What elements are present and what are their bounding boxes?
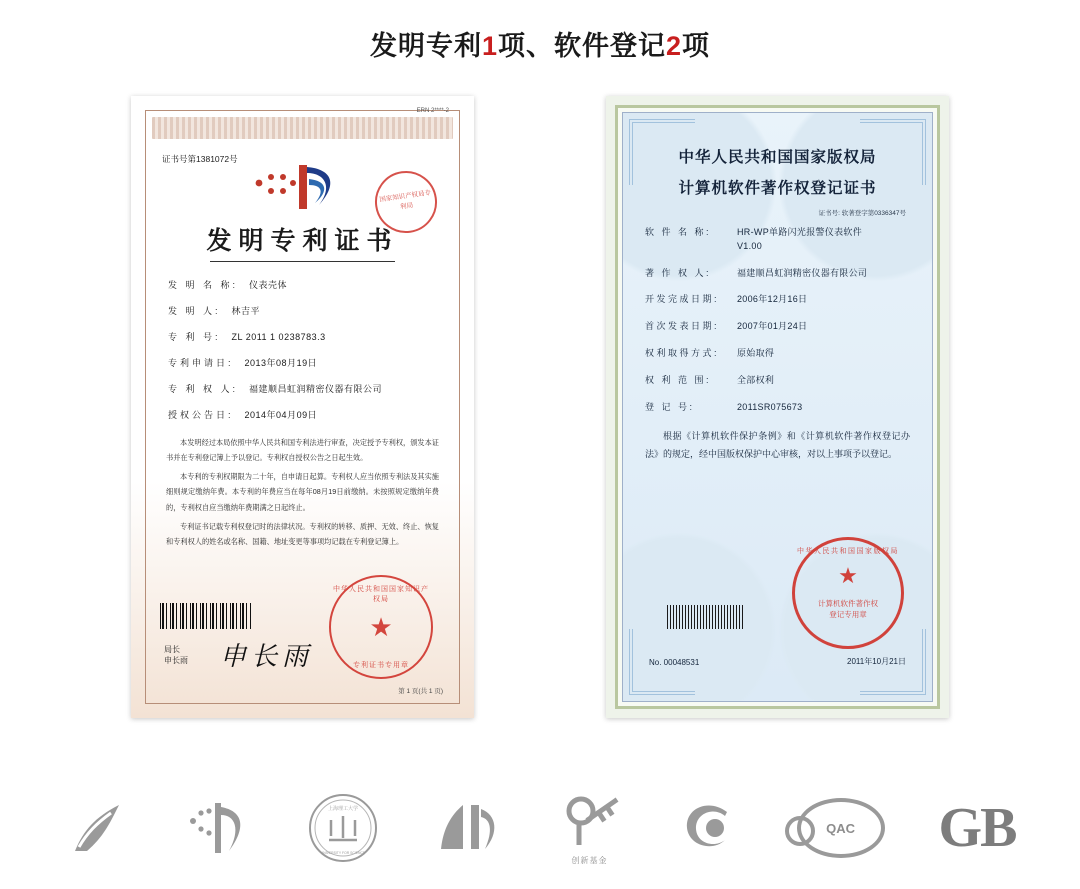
page-title-count-software: 2: [666, 31, 683, 61]
patent-certificate-image[interactable]: [131, 96, 474, 718]
certificates-container: [0, 96, 1080, 718]
patent-field-row: [168, 382, 443, 395]
seal-star-icon: ★: [838, 563, 858, 589]
patent-office-round-seal: 国家知识产权局专利局: [371, 167, 441, 237]
software-field-label: 权利取得方式:: [645, 347, 720, 358]
software-field-label: 首次发表日期:: [645, 321, 720, 332]
patent-body-paragraph: 本发明经过本局依照中华人民共和国专利法进行审查，决定授予专利权，颁发本证书并在专利登记簿上予以登记。专利权自授权公告之日起生效。: [166, 438, 439, 463]
corner-ornament-icon: [860, 119, 926, 185]
innovation-fund-logo: [559, 782, 621, 874]
sipo-logo-icon: [247, 161, 359, 213]
software-seal-top-text: 中华人民共和国国家版权局: [797, 548, 899, 555]
software-cert-inner-border: [622, 112, 933, 702]
software-field-value-sub: V1.00: [737, 240, 763, 251]
qac-logo-text: QAC: [826, 820, 855, 836]
patent-cert-number-value: 1381072: [196, 154, 230, 164]
software-field-value: 全部权利: [737, 374, 775, 385]
gb-standard-text: GB: [938, 797, 1016, 859]
patent-field-value: ZL 2011 1 0238783.3: [231, 332, 326, 342]
software-cert-footer-date: 2011年10月21日: [847, 657, 906, 666]
software-cert-title-line2: 计算机软件著作权登记证书: [678, 178, 877, 197]
patent-field-value: 仪表壳体: [249, 280, 288, 290]
flame-award-logo: [65, 782, 131, 874]
patent-cert-number-label: 证书号第: [162, 154, 197, 164]
software-field-row: [645, 321, 910, 332]
patent-director-label: 局长: [164, 644, 180, 654]
patent-field-label: 专利申请日:: [168, 358, 234, 368]
software-cert-footer-number: No. 00048531: [649, 658, 700, 667]
patent-field-row: [168, 408, 443, 421]
software-field-value: 福建顺昌虹润精密仪器有限公司: [737, 267, 868, 278]
partner-logo-strip: [0, 773, 1080, 883]
swirl-logo-icon: [675, 794, 743, 862]
patent-field-row: [168, 356, 443, 369]
patent-title-underline: [210, 261, 395, 262]
svg-text:上海理工大学: 上海理工大学: [327, 806, 358, 812]
patent-star-logo-icon: [185, 795, 251, 861]
patent-certificate-inner: [145, 110, 460, 704]
patent-body-paragraph: 专利证书记载专利权登记时的法律状况。专利权的转移、质押、无效、终止、恢复和专利权人的姓名或名称、国籍、地址变更等事项均记载在专利登记簿上。: [166, 521, 439, 546]
page-title-mid: 项、软件登记: [498, 31, 666, 61]
software-cert-seal: [792, 537, 904, 649]
patent-emblem: [162, 161, 443, 215]
page-title-count-patents: 1: [481, 31, 498, 61]
software-field-row: [645, 227, 910, 252]
patent-field-value: 林吉平: [231, 306, 261, 316]
innovation-fund-key-icon: [559, 791, 621, 853]
qac-logo-icon: [797, 798, 885, 858]
patent-cert-number-suffix: 号: [229, 154, 238, 164]
industry-logo-icon: [435, 795, 505, 861]
software-field-value-main: HR-WP单路闪光报警仪表软件: [737, 227, 862, 237]
patent-field-label: 发 明 名 称:: [168, 280, 239, 290]
patent-field-label: 授权公告日:: [168, 410, 234, 420]
software-field-value: 原始取得: [737, 347, 775, 358]
patent-field-label: 专 利 号:: [168, 332, 221, 342]
flame-award-logo-icon: [65, 795, 131, 861]
patent-star-logo: [185, 782, 251, 874]
software-field-row: [645, 268, 910, 279]
patent-field-label: 发 明 人:: [168, 306, 221, 316]
svg-text:UNIVERSITY FOR SCIENCE: UNIVERSITY FOR SCIENCE: [320, 851, 365, 855]
shanghai-university-logo: [305, 782, 381, 874]
software-cert-outer-border: [615, 105, 940, 709]
patent-field-row: [168, 304, 443, 317]
patent-seal-top-text: 中华人民共和国国家知识产权局: [333, 586, 429, 603]
software-cert-note: [645, 428, 910, 463]
software-field-label: 软 件 名 称:: [645, 227, 712, 237]
patent-top-ornament: [152, 117, 453, 139]
corner-ornament-icon: [629, 119, 695, 185]
patent-page-footer: 第 1 页(共 1 页): [398, 688, 443, 695]
shanghai-university-logo-icon: [305, 790, 381, 866]
software-cert-note-text: 根据《计算机软件保护条例》和《计算机软件著作权登记办法》的规定，经中国版权保护中心审核，对以上事项予以登记。: [645, 431, 910, 459]
software-field-row: [645, 294, 910, 305]
patent-field-value: 福建顺昌虹润精密仪器有限公司: [249, 384, 383, 394]
software-field-value: 2006年12月16日: [737, 294, 808, 305]
patent-body-paragraph: 本专利的专利权期限为二十年，自申请日起算。专利权人应当依照专利法及其实施细则规定缴纳年费。本专利的年费应当在每年08月19日前缴纳。未按照规定缴纳年费的，专利权自应当缴纳年费期满之日起终止。: [166, 472, 439, 512]
patent-director-block: [164, 644, 188, 667]
patent-seal-bottom-text: 专利证书专用章: [353, 662, 409, 669]
patent-serial-top: ERN 2****-2: [416, 108, 449, 114]
software-cert-fields: [645, 227, 910, 412]
page-title-prefix: 发明专利: [369, 31, 482, 61]
gb-standard-logo: [939, 782, 1016, 874]
patent-field-row: [168, 278, 443, 291]
patent-director-signature: 申长雨: [220, 642, 314, 672]
software-field-value: [737, 227, 910, 252]
software-field-value: 2011SR075673: [737, 401, 803, 412]
page-title: [0, 0, 1080, 60]
patent-field-value: 2013年08月19日: [244, 358, 318, 368]
software-cert-barcode: [667, 605, 743, 629]
software-cert-title-line1: 中华人民共和国国家版权局: [678, 147, 877, 166]
software-field-label: 登 记 号:: [645, 401, 695, 412]
patent-field-row: [168, 330, 443, 343]
software-cert-number-value: 软著登字第0336347号: [841, 210, 906, 217]
patent-government-seal: [329, 575, 433, 679]
patent-body-text: [166, 435, 439, 549]
software-seal-center-text: 计算机软件著作权 登记专用章: [818, 599, 878, 619]
software-field-label: 开发完成日期:: [645, 294, 720, 305]
software-field-value: 2007年01月24日: [737, 321, 808, 332]
software-cert-number: [645, 208, 910, 217]
software-copyright-certificate-image[interactable]: [606, 96, 949, 718]
patent-director-name: 申长雨: [164, 656, 188, 666]
swirl-logo: [675, 782, 743, 874]
software-field-row: [645, 402, 910, 413]
patent-field-label: 专 利 权 人:: [168, 384, 239, 394]
innovation-fund-caption: 创新基金: [571, 855, 608, 865]
patent-barcode: [160, 603, 252, 629]
patent-field-value: 2014年04月09日: [244, 410, 318, 420]
industry-logo: [435, 782, 505, 874]
software-field-row: [645, 348, 910, 359]
qac-logo: [797, 782, 885, 874]
software-cert-number-label: 证书号:: [818, 210, 840, 217]
seal-star-icon: ★: [369, 612, 393, 642]
software-field-row: [645, 375, 910, 386]
software-field-label: 著 作 权 人:: [645, 267, 712, 278]
patent-certificate-title: 发明专利证书: [206, 226, 399, 255]
software-field-label: 权 利 范 围:: [645, 374, 712, 385]
page-title-suffix: 项: [682, 31, 711, 61]
